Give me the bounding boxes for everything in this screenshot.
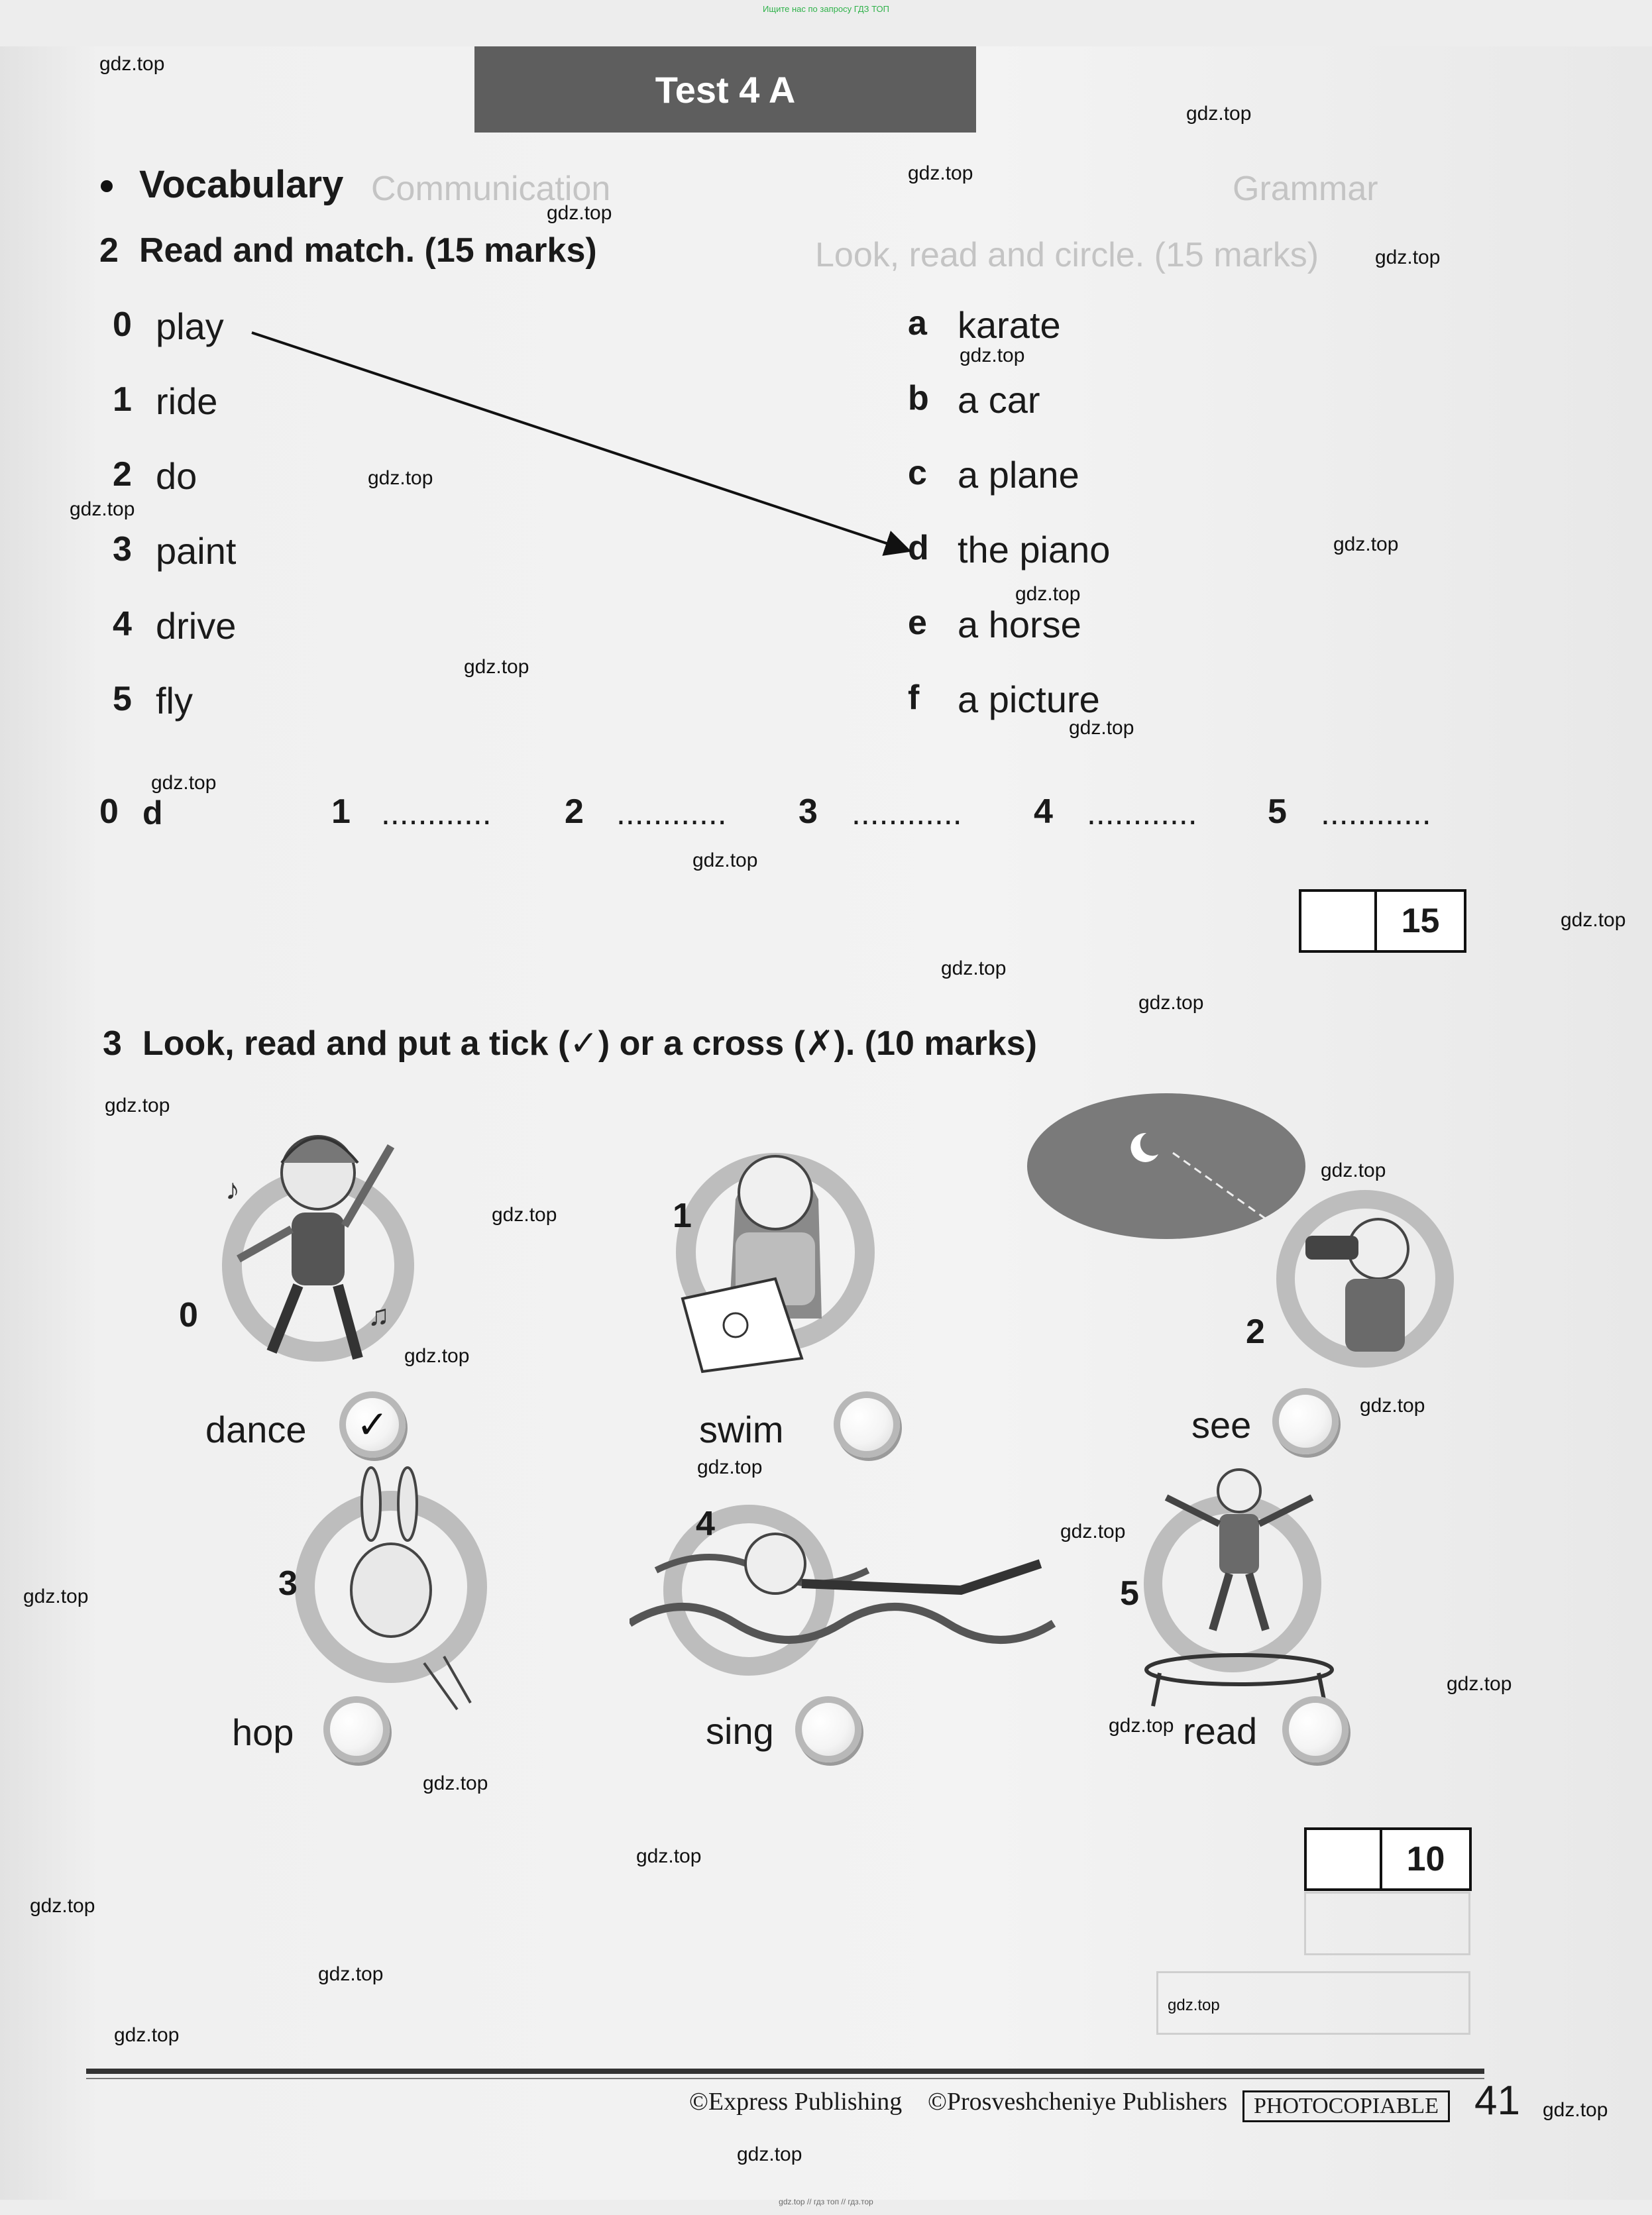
test-title-banner: Test 4 A [474, 46, 976, 133]
left-item-word: do [156, 455, 197, 497]
watermark: gdz.top [636, 1845, 702, 1867]
watermark: gdz.top [960, 345, 1025, 366]
left-item-number: 1 [113, 380, 132, 419]
task3-max-marks: 10 [1406, 1840, 1445, 1878]
answer-number: 4 [1034, 792, 1053, 831]
right-item-word: a car [958, 379, 1040, 421]
footer-rule [86, 2069, 1484, 2074]
watermark: gdz.top [30, 1895, 95, 1917]
picture-number: 1 [673, 1197, 692, 1235]
watermark: gdz.top [1060, 1521, 1126, 1542]
right-item-word: a horse [958, 604, 1081, 645]
task2-max-marks: 15 [1401, 902, 1440, 940]
page-number: 41 [1474, 2078, 1520, 2124]
watermark: gdz.top [318, 1963, 384, 1985]
score-input-cell[interactable] [1301, 892, 1377, 950]
left-item-word: play [156, 305, 224, 347]
watermark: gdz.top [697, 1456, 763, 1478]
task3-title: Look, read and put a tick (✓) or a cross (✗). (10 marks) [142, 1024, 1037, 1063]
tick-circle[interactable] [323, 1696, 390, 1762]
left-item-number: 5 [113, 680, 132, 718]
left-item-word: ride [156, 380, 218, 422]
left-item-word: paint [156, 530, 237, 572]
task2-number: 2 [99, 231, 119, 270]
watermark: gdz.top [151, 772, 217, 794]
watermark: gdz.top [1543, 2099, 1608, 2121]
right-item-letter: c [908, 454, 927, 492]
watermark: gdz.top [737, 2143, 802, 2165]
watermark: gdz.top [114, 2024, 180, 2046]
tick-circle[interactable] [834, 1391, 900, 1458]
watermark: gdz.top [1321, 1160, 1386, 1181]
left-item-number: 0 [113, 305, 132, 344]
watermark: gdz.top [70, 498, 135, 520]
watermark: gdz.top [1168, 1996, 1220, 2014]
answer-blank[interactable]: ............ [852, 794, 962, 832]
tick-circle[interactable] [1282, 1696, 1349, 1762]
left-item-number: 3 [113, 530, 132, 568]
footer-rule-thin [86, 2078, 1484, 2079]
ghost-text: Communication [371, 170, 611, 208]
watermark: gdz.top [1109, 1715, 1174, 1737]
activity-label: swim [699, 1409, 784, 1450]
girl-drawing-illustration [663, 1100, 888, 1378]
watermark: gdz.top [492, 1204, 557, 1226]
svg-text:♫: ♫ [368, 1299, 390, 1332]
right-item-letter: b [908, 379, 929, 417]
answer-blank[interactable]: ............ [1321, 794, 1431, 832]
picture-number: 3 [278, 1564, 298, 1603]
footer-publisher: ©Prosveshcheniye Publishers [928, 2088, 1228, 2116]
task2-score-box [1299, 889, 1466, 953]
right-item-word: the piano [958, 529, 1111, 570]
answer-number: 3 [798, 792, 818, 831]
ghost-box [1304, 1892, 1470, 1955]
watermark: gdz.top [692, 849, 758, 871]
watermark: gdz.top [1138, 992, 1204, 1014]
right-item-word: a plane [958, 454, 1079, 496]
watermark: gdz.top [23, 1586, 89, 1607]
left-item-word: drive [156, 605, 237, 647]
picture-number: 4 [696, 1505, 715, 1543]
watermark: gdz.top [1375, 246, 1441, 268]
watermark: gdz.top [464, 656, 529, 678]
watermark: gdz.top [1069, 717, 1134, 739]
right-item-word: karate [958, 304, 1061, 346]
tick-circle[interactable] [1272, 1388, 1339, 1454]
answer-blank[interactable]: ............ [1087, 794, 1197, 832]
answer-number: 5 [1268, 792, 1287, 831]
ghost-text: Grammar [1233, 170, 1378, 208]
watermark: gdz.top [1015, 583, 1081, 605]
activity-label: read [1183, 1710, 1258, 1752]
task3-score-box [1304, 1827, 1472, 1891]
top-note: Ищите нас по запросу ГДЗ ТОП [763, 4, 889, 14]
svg-text:♪: ♪ [225, 1173, 240, 1206]
activity-label: see [1191, 1404, 1252, 1446]
answer-number: 1 [331, 792, 351, 831]
girl-dancing-illustration [199, 1100, 424, 1378]
watermark: gdz.top [941, 957, 1007, 979]
score-input-cell[interactable] [1307, 1830, 1382, 1888]
task3-number: 3 [103, 1024, 122, 1063]
right-item-letter: e [908, 604, 927, 642]
watermark: gdz.top [908, 162, 973, 184]
answer-value: d [142, 794, 163, 832]
task2-title: Read and match. (15 marks) [139, 231, 597, 270]
tick-circle[interactable] [795, 1696, 861, 1762]
tick-circle[interactable]: ✓ [339, 1391, 406, 1458]
watermark: gdz.top [547, 202, 612, 224]
boy-trampoline-illustration [1140, 1451, 1352, 1716]
watermark: gdz.top [368, 467, 433, 489]
picture-number: 0 [179, 1296, 198, 1334]
watermark: gdz.top [1447, 1673, 1512, 1695]
answer-number: 2 [565, 792, 584, 831]
watermark: gdz.top [404, 1345, 470, 1367]
section-heading: Vocabulary [139, 163, 344, 206]
watermark: gdz.top [423, 1772, 488, 1794]
left-item-word: fly [156, 680, 193, 722]
footer-publisher: ©Express Publishing [689, 2088, 903, 2116]
left-item-number: 2 [113, 455, 132, 494]
picture-number: 2 [1246, 1313, 1265, 1351]
watermark: gdz.top [1561, 909, 1626, 931]
activity-label: hop [232, 1711, 294, 1753]
activity-label: dance [205, 1409, 307, 1450]
watermark: gdz.top [105, 1095, 170, 1116]
ghost-text: Look, read and circle. (15 marks) [815, 236, 1319, 274]
watermark: gdz.top [1333, 533, 1399, 555]
right-item-word: a picture [958, 678, 1100, 720]
right-item-letter: a [908, 304, 927, 343]
watermark: gdz.top [1186, 103, 1252, 125]
bottom-note: gdz.top // гдз топ // гдз.тор [779, 2197, 873, 2206]
watermark: gdz.top [99, 53, 165, 75]
picture-number: 5 [1120, 1574, 1139, 1613]
photocopiable-label: PHOTOCOPIABLE [1242, 2090, 1450, 2122]
answer-number: 0 [99, 792, 119, 831]
boy-swimming-illustration [630, 1491, 1060, 1676]
answer-blank[interactable]: ............ [381, 794, 492, 832]
watermark: gdz.top [1360, 1395, 1425, 1417]
left-item-number: 4 [113, 605, 132, 643]
activity-label: sing [706, 1710, 774, 1752]
right-item-letter: f [908, 678, 920, 717]
rabbit-hopping-illustration [292, 1464, 517, 1716]
right-item-letter: d [908, 529, 929, 567]
answer-blank[interactable]: ............ [616, 794, 727, 832]
